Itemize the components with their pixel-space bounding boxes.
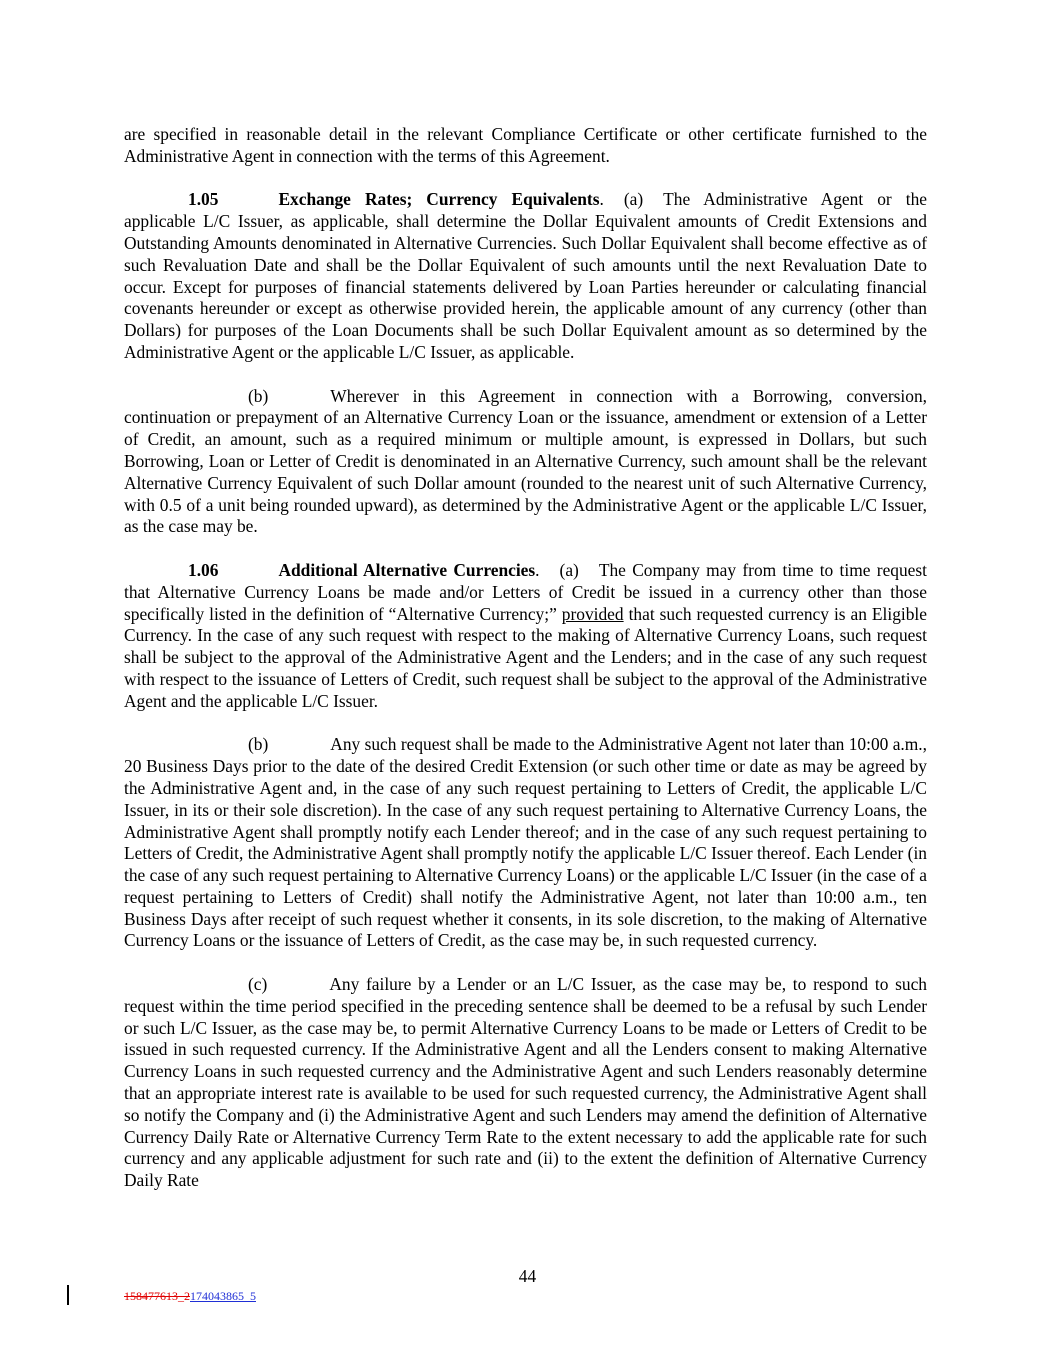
document-id — [124, 1289, 256, 1304]
clause-text: Any such request shall be made to the Administrative Agent not later than 10:00 a.m., 20 Business Days prior to the date of the desired Credit Extension (or such other time or date as may be agreed by the Administrative Agent and, in the case of any such request pertaining to Letters of Credit, the applicable L/C Issuer, in its or their sole discretion). In the case of any such request pertaining to Alternative Currency Loans, the Administrative Agent shall promptly notify each Lender thereof; and in the case of any such request pertaining to Letters of Credit, the Administrative Agent shall promptly notify the applicable L/C Issuer thereof. Each Lender (in the case of any such request pertaining to Alternative Currency Loans) or the applicable L/C Issuer (in the case of a request pertaining to Letters of Credit) shall notify the Administrative Agent, not later than 10:00 a.m., ten Business Days after receipt of such request whether it consents, in its sole discretion, to the making of Alternative Currency Loans or the issuance of Letters of Credit, as the case may be, in such requested currency. — [124, 734, 927, 951]
clause-label: (a) — [623, 189, 644, 210]
clause-label: (a) — [559, 559, 579, 580]
section-title: Additional Alternative Currencies — [278, 559, 536, 580]
document-id-inserted: 174043865_5 — [190, 1289, 256, 1303]
section-1-06-paragraph-a: 1.06 Additional Alternative Currencies. (a) The Company may from time to time request that Alternative Currency Loans be made and/or Letters of Credit be issued in a currency other than those specifically listed in the definition of “Alternative Currency;” provided that such requested currency is an Eligible Currency. In the case of any such request with respect to the making of Alternative Currency Loans, such request shall be subject to the approval of the Administrative Agent and the Lenders; and in the case of any such request with respect to the issuance of Letters of Credit, such request shall be subject to the approval of the Administrative Agent and the applicable L/C Issuer. — [124, 559, 927, 711]
section-title: Exchange Rates; Currency Equivalents — [278, 189, 600, 210]
clause-text: Wherever in this Agreement in connection with a Borrowing, conversion, continuation or prepayment of an Alternative Currency Loan or the issuance, amendment or extension of a Letter of Credit, an amount, such as a required minimum or multiple amount, is expressed in Dollars, but such Borrowing, Loan or Letter of Credit is denominated in an Alternative Currency, such amount shall be the relevant Alternative Currency Equivalent of such Dollar amount (rounded to the nearest unit of such Alternative Currency, with 0.5 of a unit being rounded upward), as determined by the Administrative Agent or the applicable L/C Issuer, as the case may be. — [124, 385, 927, 537]
document-body — [124, 124, 927, 1192]
section-1-06-paragraph-c — [124, 974, 927, 1192]
provided-term: provided — [561, 603, 624, 624]
clause-label: (b) — [248, 734, 269, 755]
page-number: 44 — [518, 1266, 537, 1286]
change-bar — [67, 1285, 69, 1305]
section-1-06-paragraph-b — [124, 734, 927, 952]
clause-text: The Company may from time to time request that Alternative Currency Loans be made and/or Letters of Credit be issued in a currency other than those specifically listed in the definition of “Alternative Currency;” — [124, 559, 927, 624]
clause-label: (b) — [248, 385, 269, 406]
section-1-05-paragraph-b — [124, 386, 927, 539]
document-id-deleted: 158477613_2 — [124, 1289, 190, 1303]
clause-text: that such requested currency is an Eligible Currency. In the case of any such request with respect to the making of Alternative Currency Loans, such request shall be subject to the approval of the Administrative Agent and the Lenders; and in the case of any such request with respect to the issuance of Letters of Credit, such request shall be subject to the approval of the Administrative Agent and the applicable L/C Issuer. — [124, 603, 927, 711]
section-number: 1.05 — [188, 189, 219, 210]
clause-text: The Administrative Agent or the applicable L/C Issuer, as applicable, shall determine the Dollar Equivalent amounts of Credit Extensions and Outstanding Amounts denominated in Alternative Currencies. Such Dollar Equivalent shall become effective as of such Revaluation Date and shall be the Dollar Equivalent of such amounts until the next Revaluation Date to occur. Except for purposes of financial statements delivered by Loan Parties hereunder or calculating financial covenants hereunder or except as otherwise provided herein, the applicable amount of any currency (other than Dollars) for purposes of the Loan Documents shall be such Dollar Equivalent amount as so determined by the Administrative Agent or the applicable L/C Issuer, as applicable. — [124, 189, 927, 362]
clause-label: (c) — [248, 974, 268, 995]
section-1-05-paragraph-a: 1.05 Exchange Rates; Currency Equivalents. (a) The Administrative Agent or the applicable L/C Issuer, as applicable, shall determine the Dollar Equivalent amounts of Credit Extensions and Outstanding Amounts denominated in Alternative Currencies. Such Dollar Equivalent shall become effective as of such Revaluation Date and shall be the Dollar Equivalent of such amounts until the next Revaluation Date to occur. Except for purposes of financial statements delivered by Loan Parties hereunder or calculating financial covenants hereunder or except as otherwise provided herein, the applicable amount of any currency (other than Dollars) for purposes of the Loan Documents shall be such Dollar Equivalent amount as so determined by the Administrative Agent or the applicable L/C Issuer, as applicable. — [124, 189, 927, 362]
section-number: 1.06 — [188, 559, 219, 580]
paragraph-continuation: are specified in reasonable detail in the relevant Compliance Certificate or other certificate furnished to the Administrative Agent in connection with the terms of this Agreement. — [124, 124, 927, 166]
clause-text: Any failure by a Lender or an L/C Issuer, as the case may be, to respond to such request within the time period specified in the preceding sentence shall be deemed to be a refusal by such Lender or such L/C Issuer, as the case may be, to permit Alternative Currency Loans to be made or Letters of Credit to be issued in such requested currency. If the Administrative Agent and all the Lenders consent to making Alternative Currency Loans in such requested currency and the Administrative Agent and such Lenders reasonably determine that an appropriate interest rate is available to be used for such requested currency, the Administrative Agent shall so notify the Company and (i) the Administrative Agent and such Lenders may amend the definition of Alternative Currency Daily Rate or Alternative Currency Term Rate to the extent necessary to add the applicable rate for such currency and any applicable adjustment for such rate and (ii) to the extent the definition of Alternative Currency Daily Rate — [124, 974, 927, 1191]
